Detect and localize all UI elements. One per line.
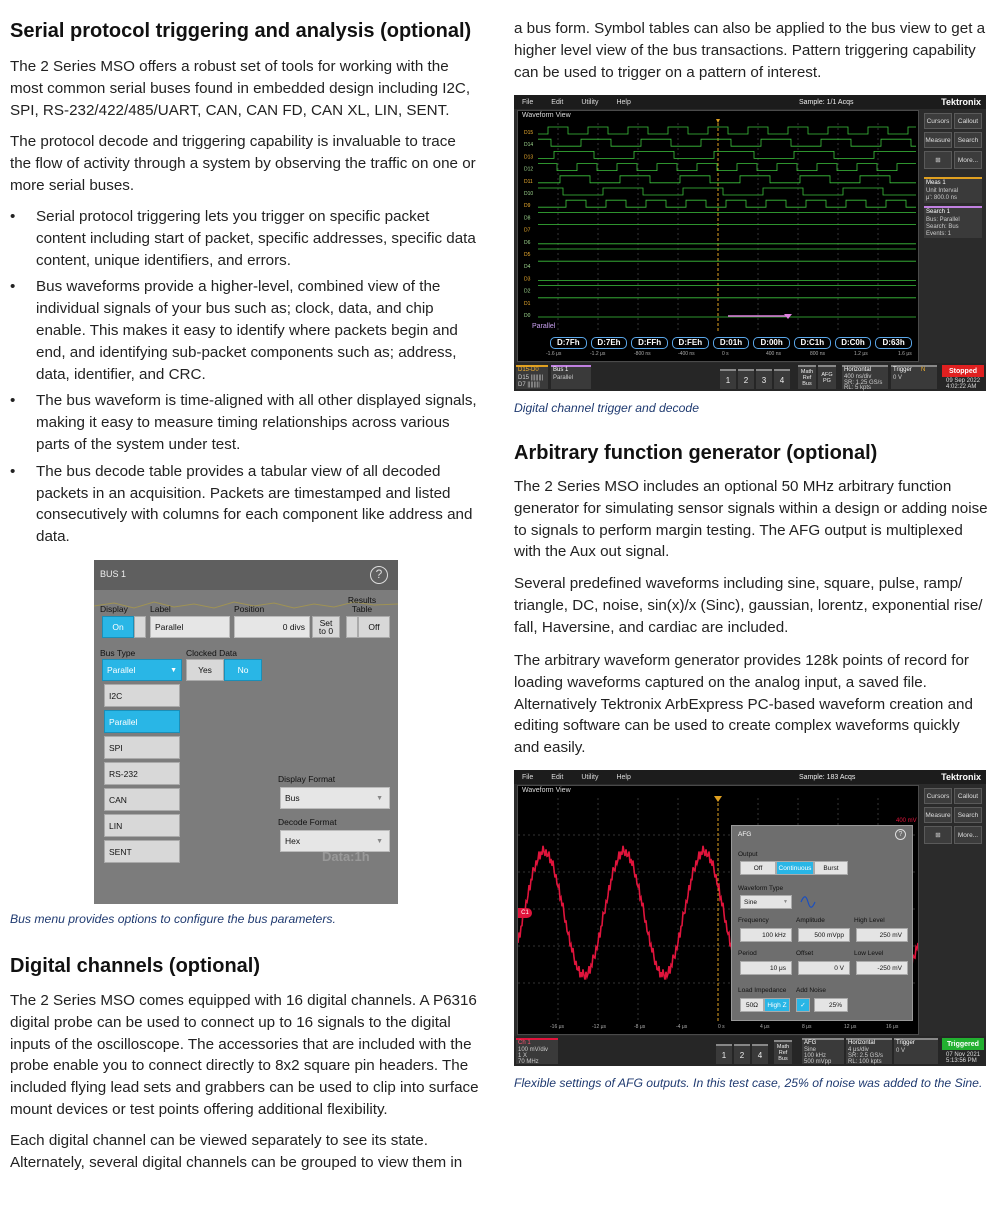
digital-trace (538, 176, 916, 183)
waveform-view-title: Waveform View (522, 787, 571, 794)
bus1-title: Bus 1 (553, 367, 569, 373)
heading-digital: Digital channels (optional) (10, 955, 261, 977)
channel-label: D7 (524, 227, 531, 234)
help-icon[interactable]: ? (370, 566, 388, 584)
para-afg-intro: The 2 Series MSO includes an optional 50 MHz arbitrary function generator for simulating sensor signals within a design or adding noise to signals to perform margin testing. The AFG output is multiplexed with the Aux out signal. (514, 478, 988, 561)
chevron-down-icon: ▼ (170, 666, 177, 674)
sine-wave-icon (800, 895, 816, 909)
heading-afg: Arbitrary function generator (optional) (514, 442, 878, 464)
channel-label: D14 (524, 142, 534, 149)
low-level-label: Low Level (854, 950, 884, 957)
time-tick-label: -16 μs (550, 1024, 564, 1030)
horizontal-badge[interactable] (846, 1038, 892, 1064)
channel-label: D5 (524, 252, 531, 258)
measure-button[interactable]: Measure (924, 807, 952, 823)
bus-option-lin[interactable]: LIN (104, 814, 180, 837)
time-tick-label: -1.6 μs (546, 351, 562, 357)
frequency-input[interactable]: 100 kHz (740, 928, 792, 942)
search1-line: Bus: Parallel (926, 217, 960, 223)
label-input[interactable]: Parallel (150, 616, 230, 638)
bullet-item: • The bus decode table provides a tabular view of all decoded packets in an acquisition. Packets are timestamped and listed consecutively with columns for each component like address and data. (10, 461, 480, 548)
menu-utility[interactable]: Utility (581, 98, 599, 106)
ch1-line: 1 X (518, 1053, 528, 1059)
horizontal-line: RL: 5 kpts (844, 385, 872, 391)
trigger-title: Trigger (893, 367, 912, 373)
frequency-label: Frequency (738, 917, 769, 924)
horizontal-line: SR: 2.5 GS/s (848, 1053, 884, 1059)
more-button[interactable]: More... (954, 151, 982, 169)
time-tick-label: 1.2 μs (854, 351, 868, 357)
menu-file[interactable]: File (522, 98, 534, 106)
time-axis (518, 1024, 918, 1034)
high-level-label: High Level (854, 917, 885, 924)
channel-label: D2 (524, 288, 531, 295)
bus-label: Parallel (532, 323, 556, 330)
bus-decode-value: D:FFh (631, 337, 668, 349)
help-icon[interactable]: ? (895, 829, 906, 840)
zoom-icon[interactable]: ⊞ (924, 826, 952, 844)
output-label: Output (738, 851, 758, 858)
para-bus-form: a bus form. Symbol tables can also be applied to the bus view to get a higher level view of the bus transactions. Pattern triggering capability can be used to trigger on a pattern of interest. (514, 20, 986, 81)
run-stop-status[interactable]: Stopped (942, 365, 984, 377)
set-to-zero-button[interactable]: Set to 0 (312, 616, 340, 638)
chevron-down-icon: ▼ (376, 794, 383, 802)
bus-option-rs232[interactable]: RS-232 (104, 762, 180, 785)
zoom-icon[interactable]: ⊞ (924, 151, 952, 169)
bus-menu-title: BUS 1 (94, 560, 398, 590)
display-format-select[interactable] (280, 787, 390, 809)
channel-label: D13 (524, 154, 534, 161)
display-format-label: Display Format (278, 774, 336, 784)
bus-type-label: Bus Type (100, 648, 136, 658)
time-readout: 4:02:22 AM (946, 384, 977, 390)
bus-type-select[interactable] (102, 659, 182, 681)
chevron-down-icon: ▼ (783, 899, 788, 905)
para-serial-intro: The 2 Series MSO offers a robust set of tools for working with the most common serial buses found in embedded design including I2C, SPI, RS-232/422/485/UART, CAN, CAN FD, CAN XL, LIN, SENT. (10, 58, 471, 119)
time-tick-label: 1.6 μs (898, 351, 912, 357)
cursors-button[interactable]: Cursors (924, 788, 952, 804)
bus-option-spi[interactable]: SPI (104, 736, 180, 759)
channel-label: D6 (524, 239, 531, 246)
afg-badge-title: AFG (804, 1040, 817, 1046)
scope1-menubar (514, 95, 986, 109)
trigger-marker (714, 796, 722, 802)
waveform-type-label: Waveform Type (738, 885, 784, 892)
meas1-badge[interactable] (924, 177, 982, 203)
caption-afg: Flexible settings of AFG outputs. In this test case, 25% of noise was added to the Sine. (514, 1076, 983, 1090)
clocked-no-button[interactable]: No (224, 659, 262, 681)
time-tick-label: 0 s (722, 351, 729, 357)
offset-label: Offset (796, 950, 814, 957)
meas1-line: Unit Interval (926, 188, 959, 194)
date-readout: 07 Nov 2021 (946, 1052, 981, 1058)
output-continuous-button[interactable]: Continuous (776, 861, 814, 875)
time-tick-label: -1.2 μs (590, 351, 606, 357)
bus-menu-screenshot (94, 560, 398, 904)
sample-readout: Sample: 1/1 Acqs (799, 98, 854, 106)
trigger-line: 0 V (896, 1048, 906, 1054)
add-noise-label: Add Noise (796, 987, 826, 994)
load-50-ohm-button[interactable]: 50Ω (740, 998, 764, 1012)
channel-label: D10 (524, 191, 534, 197)
channel-4-button[interactable]: 4 (774, 369, 790, 389)
bus-decode-value: D:FEh (672, 337, 709, 349)
position-input[interactable]: 0 divs (234, 616, 310, 638)
clocked-data-label: Clocked Data (186, 648, 238, 658)
date-readout: 09 Sep 2022 (946, 378, 981, 384)
scope1-waveform-view[interactable] (517, 110, 919, 362)
meas1-title: Meas 1 (926, 180, 946, 186)
horizontal-badge[interactable] (842, 365, 888, 389)
brand-logo: Tektronix (941, 97, 981, 107)
search1-line: Events: 1 (926, 231, 952, 237)
menu-help[interactable]: Help (616, 773, 631, 781)
afg-panel-title: AFG (738, 831, 752, 838)
digital-waveforms (518, 111, 918, 361)
bus-watermark: Data:1h (322, 849, 370, 864)
bus-decode-row (518, 337, 918, 349)
sample-readout: Sample: 183 Acqs (799, 773, 856, 781)
caption-digital-trigger: Digital channel trigger and decode (514, 401, 699, 415)
math-ref-bus-button[interactable]: Math Ref Bus (774, 1040, 792, 1064)
results-off-toggle[interactable]: Off (358, 616, 390, 638)
trigger-badge[interactable] (891, 365, 937, 389)
bullet-item: • The bus waveform is time-aligned with all other displayed signals, making it easy to measure timing relationships across various parts of the system under test. (10, 390, 480, 455)
trigger-line: 0 V (893, 375, 903, 381)
scope2-settings-bar (514, 1036, 986, 1066)
digital-badge-title: D15-D0 (518, 367, 539, 373)
trigger-title: Trigger (896, 1040, 915, 1046)
menu-edit[interactable]: Edit (551, 773, 564, 781)
bus-option-parallel[interactable]: Parallel (104, 710, 180, 733)
chevron-down-icon: ▼ (376, 837, 383, 845)
bus-decode-value: D:00h (753, 337, 790, 349)
search1-badge[interactable] (924, 206, 982, 238)
period-label: Period (738, 950, 757, 957)
horizontal-line: SR: 1.25 GS/s (844, 380, 883, 386)
digital-trace (538, 188, 916, 195)
bus-decode-value: D:7Fh (550, 337, 587, 349)
channel-label: D9 (524, 203, 531, 210)
cursors-button[interactable]: Cursors (924, 113, 952, 129)
decode-format-label: Decode Format (278, 817, 337, 827)
channel-label: D8 (524, 215, 531, 222)
waveform-type-value: Sine (744, 898, 758, 906)
callout-button[interactable]: Callout (954, 113, 982, 129)
callout-button[interactable]: Callout (954, 788, 982, 804)
time-tick-label: -800 ns (634, 351, 651, 357)
amplitude-input[interactable]: 500 mVpp (798, 928, 850, 942)
time-tick-label: -400 ns (678, 351, 695, 357)
bus1-line: Parallel (553, 375, 574, 381)
bus-decode-value: D:C1h (794, 337, 831, 349)
search-button[interactable]: Search (954, 807, 982, 823)
decode-format-value: Hex (285, 836, 301, 846)
scope1-settings-bar (514, 363, 986, 391)
horizontal-title: Horizontal (848, 1040, 876, 1046)
measure-button[interactable]: Measure (924, 132, 952, 148)
digital-trace (538, 200, 916, 207)
results-toggle-handle[interactable] (346, 616, 358, 638)
clocked-yes-button[interactable]: Yes (186, 659, 224, 681)
search-button[interactable]: Search (954, 132, 982, 148)
digital-decode-screenshot (514, 95, 986, 391)
trigger-badge[interactable] (894, 1038, 938, 1064)
ch1-title: Ch 1 (518, 1040, 531, 1046)
position-label: Position (234, 604, 265, 614)
time-tick-label: -8 μs (634, 1024, 646, 1030)
load-impedance-label: Load Impedance (738, 987, 787, 994)
menu-file[interactable]: File (522, 773, 534, 781)
ch1-line: 100 mV/div (518, 1047, 549, 1053)
period-input[interactable]: 10 μs (740, 961, 792, 975)
display-toggle-handle[interactable] (134, 616, 146, 638)
trigger-marker (716, 119, 720, 123)
afg-badge-line: 100 kHz (804, 1053, 827, 1059)
bus1-badge[interactable] (551, 365, 591, 389)
caption-bus-menu: Bus menu provides options to configure the bus parameters. (10, 912, 336, 926)
bus-decode-value: D:C0h (835, 337, 872, 349)
meas1-line: μ': 800.0 ns (926, 195, 957, 201)
channel-2-button[interactable]: 2 (734, 1044, 750, 1064)
menu-utility[interactable]: Utility (581, 773, 599, 781)
channel-label: D11 (524, 178, 533, 185)
time-axis (518, 351, 918, 361)
waveform-view-title: Waveform View (522, 112, 571, 119)
para-digital: The 2 Series MSO comes equipped with 16 digital channels. A P6316 digital probe can be used to connect up to 16 signals to the digital inputs of the oscilloscope. The accessories that are included with the probe enable you to connect directly to 8x2 square pin headers. The included flying lead sets and grabbers can be used to clip into surface mount devices or test points offering additional flexibility. (10, 992, 479, 1118)
time-tick-label: -4 μs (676, 1024, 688, 1030)
time-tick-label: 0 s (718, 1024, 725, 1030)
search1-title: Search 1 (926, 209, 951, 215)
digital-trace (538, 151, 916, 158)
channel-label: D15 (524, 130, 534, 136)
label-label: Label (150, 604, 171, 614)
para-protocol: The protocol decode and triggering capability is invaluable to trace the flow of activity through a system by observing the traffic on one or more serial buses. (10, 133, 476, 194)
time-tick-label: 8 μs (802, 1024, 812, 1030)
digital-channel-badge[interactable] (516, 365, 548, 389)
channel-label: D12 (524, 166, 534, 173)
channel-1-marker[interactable]: C1 (518, 908, 532, 918)
bus-decode-value: D:01h (713, 337, 750, 349)
digital-trace (538, 127, 916, 134)
channel-4-button[interactable]: 4 (752, 1044, 768, 1064)
para-afg-record: The arbitrary waveform generator provides 128k points of record for loading waveforms captured on the analog input, a saved file. Alternatively Tektronix ArbExpress PC-based waveform creation and editing software can be used to create complex waveforms quickly and easily. (514, 652, 973, 757)
bullet-item: • Bus waveforms provide a higher-level, combined view of the individual signals of your bus such as; clock, data, and chip enable. This makes it easy to identify where packets begin and end, and identifying sub-packet components such as; address, data, identifier, and CRC. (10, 276, 480, 385)
heading-serial: Serial protocol triggering and analysis (optional) (10, 20, 472, 42)
display-on-toggle[interactable]: On (102, 616, 134, 638)
load-high-z-button[interactable]: High Z (764, 998, 790, 1012)
high-level-input[interactable]: 250 mV (856, 928, 908, 942)
more-button[interactable]: More... (954, 826, 982, 844)
low-level-input[interactable]: -250 mV (856, 961, 908, 975)
afg-badge-line: 500 mVpp (804, 1059, 832, 1065)
afg-pg-button[interactable]: AFG PG (818, 365, 836, 389)
output-off-button[interactable]: Off (740, 861, 776, 875)
display-format-value: Bus (285, 793, 300, 803)
time-tick-label: 400 ns (766, 351, 782, 357)
channel-label: D0 (524, 313, 531, 319)
afg-badge-line: Sine (804, 1047, 817, 1053)
results-table-label: Results Table (347, 595, 377, 614)
amplitude-label: Amplitude (796, 917, 825, 924)
menu-edit[interactable]: Edit (551, 98, 564, 106)
digital-trace (538, 164, 916, 171)
para-digital-view: Each digital channel can be viewed separately to see its state. Alternately, several digital channels can be grouped to view them in (10, 1132, 463, 1171)
serial-bullets (10, 206, 480, 553)
bus-option-can[interactable]: CAN (104, 788, 180, 811)
channel-1-button[interactable]: 1 (716, 1044, 732, 1064)
trigger-line: N (921, 367, 926, 373)
bus-option-i2c[interactable]: I2C (104, 684, 180, 707)
trigger-status[interactable]: Triggered (942, 1038, 984, 1050)
afg-badge[interactable] (802, 1038, 844, 1064)
channel-1-button[interactable]: 1 (720, 369, 736, 389)
ch1-line: 70 MHz (518, 1059, 539, 1065)
channel-label: D3 (524, 276, 531, 283)
channel-label: D4 (524, 264, 531, 271)
channel-2-button[interactable]: 2 (738, 369, 754, 389)
scale-readout: 400 mV (896, 818, 917, 824)
channel-1-badge[interactable] (516, 1038, 558, 1064)
math-ref-bus-button[interactable]: Math Ref Bus (798, 365, 816, 389)
horizontal-line: 4 μs/div (848, 1047, 869, 1053)
bus-decode-value: D:63h (875, 337, 912, 349)
time-readout: 5:13:56 PM (946, 1058, 977, 1064)
time-tick-label: 16 μs (886, 1024, 899, 1030)
bus-type-value: Parallel (107, 665, 136, 675)
digital-badge-line: D15 |||||||| (518, 375, 544, 381)
afg-panel (731, 825, 913, 1021)
time-tick-label: 4 μs (760, 1024, 770, 1030)
noise-input[interactable]: 25% (814, 998, 848, 1012)
channel-label: D1 (524, 300, 531, 307)
channel-3-button[interactable]: 3 (756, 369, 772, 389)
output-burst-button[interactable]: Burst (814, 861, 848, 875)
menu-help[interactable]: Help (616, 98, 631, 106)
display-label: Display (100, 604, 128, 614)
horizontal-line: 400 ns/div (844, 374, 872, 380)
digital-trace (538, 139, 916, 146)
offset-input[interactable]: 0 V (798, 961, 850, 975)
horizontal-line: RL: 100 kpts (848, 1059, 882, 1065)
brand-logo: Tektronix (941, 772, 981, 782)
time-tick-label: 12 μs (844, 1024, 857, 1030)
bullet-item: • Serial protocol triggering lets you trigger on specific packet content including start of packet, specific addresses, specific data content, unique identifiers, and errors. (10, 206, 480, 271)
digital-badge-line: D7 |||||||| (518, 382, 540, 388)
search1-line: Search: Bus (926, 224, 959, 230)
para-afg-waveforms: Several predefined waveforms including sine, square, pulse, ramp/ triangle, DC, noise, sin(x)/x (Sinc), gaussian, lorentz, exponential rise/ fall, Haversine, and cardiac are included. (514, 575, 983, 636)
scope2-menubar (514, 770, 986, 784)
add-noise-checkbox[interactable]: ✓ (796, 998, 810, 1012)
time-tick-label: 800 ns (810, 351, 826, 357)
afg-screenshot (514, 770, 986, 1066)
time-tick-label: -12 μs (592, 1024, 606, 1030)
bus-option-sent[interactable]: SENT (104, 840, 180, 863)
horizontal-title: Horizontal (844, 367, 872, 373)
waveform-type-select[interactable] (740, 895, 792, 909)
bus-decode-value: D:7Eh (591, 337, 628, 349)
